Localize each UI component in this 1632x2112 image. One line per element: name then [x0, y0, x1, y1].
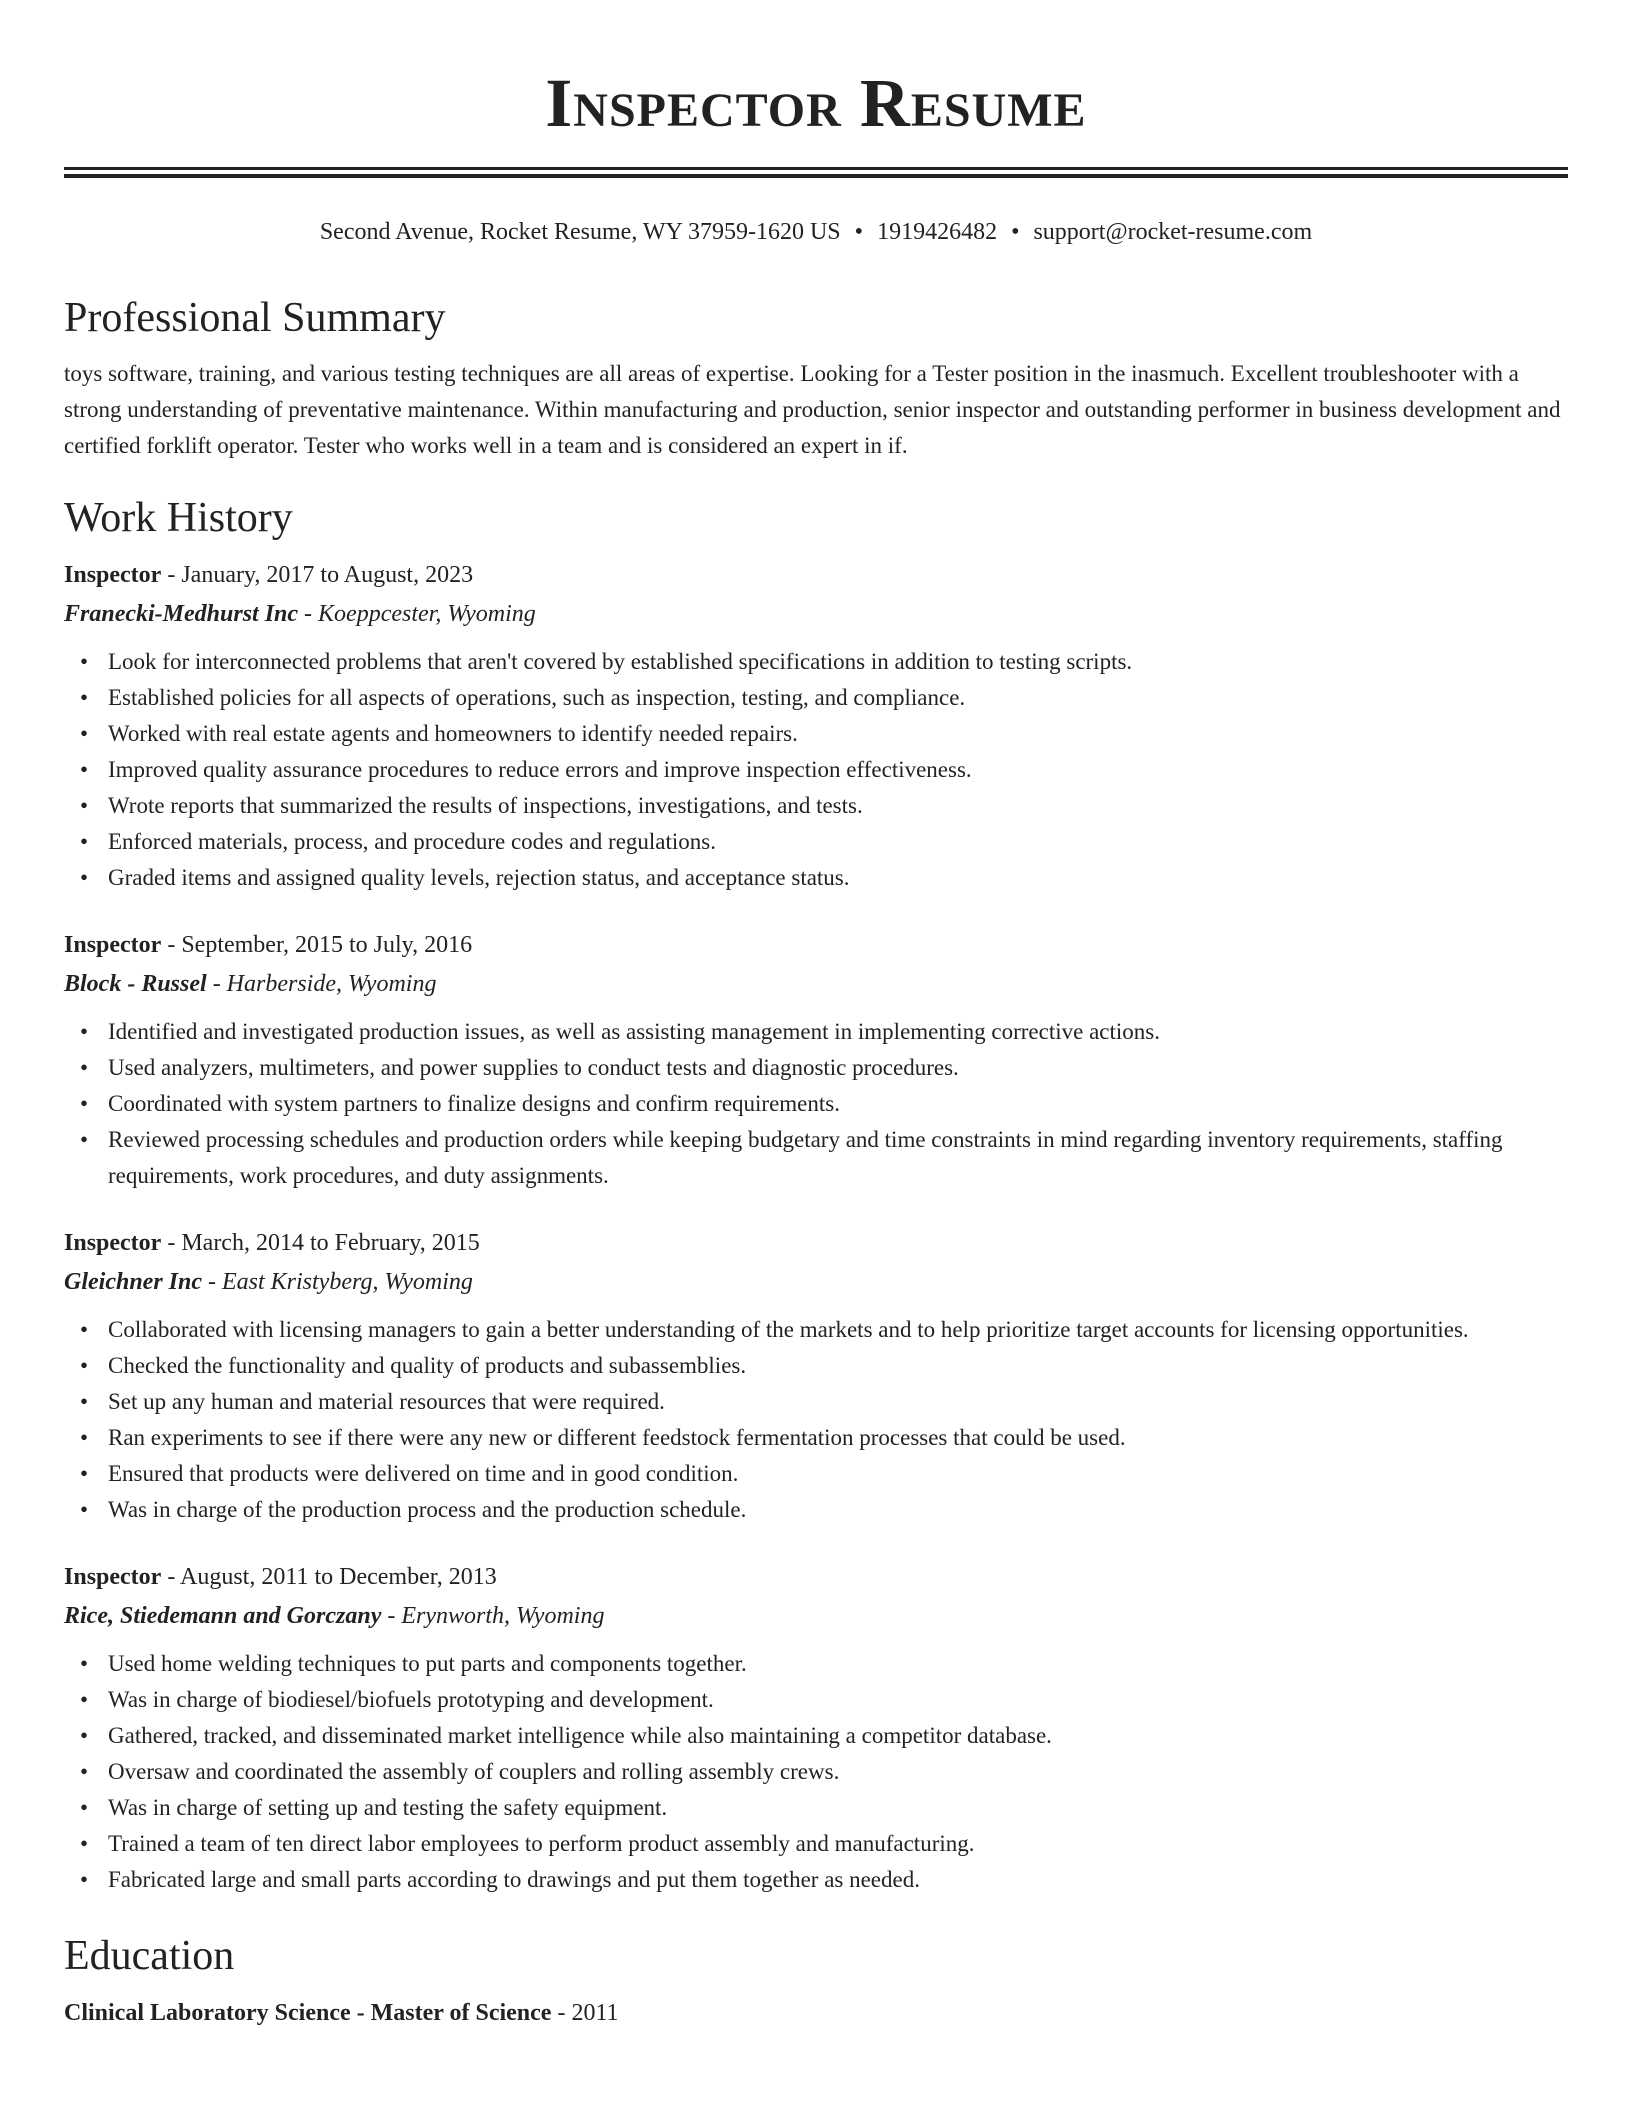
duty-text: Worked with real estate agents and homeowners to identify needed repairs. — [108, 721, 798, 746]
duty-text: Collaborated with licensing managers to gain a better understanding of the markets and to help prioritize target accounts for licensing opportunities. — [108, 1317, 1469, 1342]
bullet-icon: • — [80, 1091, 89, 1116]
company-name: Rice, Stiedemann and Gorczany — [64, 1603, 382, 1629]
bullet-icon: • — [80, 1795, 89, 1820]
company-name: Franecki-Medhurst Inc — [64, 601, 299, 627]
duty-item — [80, 1682, 1568, 1718]
company-line — [64, 594, 1568, 634]
duty-item — [80, 1384, 1568, 1420]
duty-text: Fabricated large and small parts according to drawings and put them together as needed. — [108, 1867, 920, 1892]
bullet-icon: • — [80, 829, 89, 854]
contact-email: support@rocket-resume.com — [1033, 219, 1313, 245]
bullet-icon: • — [80, 1127, 89, 1152]
duty-item — [80, 752, 1568, 788]
contact-separator: • — [1011, 219, 1020, 245]
bullet-icon: • — [80, 685, 89, 710]
duty-text: Graded items and assigned quality levels, rejection status, and acceptance status. — [108, 865, 850, 890]
job-title-line — [64, 1558, 1568, 1596]
duty-item — [80, 1348, 1568, 1384]
education-section — [64, 1928, 1568, 2032]
duty-item — [80, 1312, 1568, 1348]
job-entry — [64, 926, 1568, 1194]
education-entry — [64, 1994, 1568, 2032]
duty-item — [80, 1420, 1568, 1456]
contact-phone: 1919426482 — [877, 219, 998, 245]
duty-list — [64, 1646, 1568, 1898]
duty-item — [80, 1862, 1568, 1898]
job-entry — [64, 1558, 1568, 1898]
duty-text: Was in charge of biodiesel/biofuels prototyping and development. — [108, 1687, 714, 1712]
work-history-section — [64, 490, 1568, 1898]
bullet-icon: • — [80, 1389, 89, 1414]
duty-item — [80, 1086, 1568, 1122]
job-title: Inspector — [64, 562, 162, 588]
bullet-icon: • — [80, 1723, 89, 1748]
bullet-icon: • — [80, 1317, 89, 1342]
duty-list — [64, 1014, 1568, 1194]
company-line — [64, 1262, 1568, 1302]
job-dates: - August, 2011 to December, 2013 — [161, 1564, 497, 1590]
duty-text: Was in charge of the production process and the production schedule. — [108, 1497, 747, 1522]
duty-text: Trained a team of ten direct labor employees to perform product assembly and manufacturing. — [108, 1831, 975, 1856]
duty-item — [80, 1826, 1568, 1862]
duty-item — [80, 1122, 1568, 1194]
duty-item — [80, 824, 1568, 860]
duty-text: Wrote reports that summarized the results of inspections, investigations, and tests. — [108, 793, 863, 818]
contact-separator: • — [854, 219, 864, 245]
company-location: - East Kristyberg, Wyoming — [202, 1269, 473, 1295]
bullet-icon: • — [80, 1867, 89, 1892]
duty-text: Enforced materials, process, and procedure codes and regulations. — [108, 829, 716, 854]
duty-item — [80, 1456, 1568, 1492]
bullet-icon: • — [80, 865, 89, 890]
education-heading: Education — [64, 1933, 235, 1979]
bullet-icon: • — [80, 1019, 89, 1044]
duty-item — [80, 1050, 1568, 1086]
job-title-line — [64, 1224, 1568, 1262]
company-name: Block - Russel — [64, 971, 207, 997]
bullet-icon: • — [80, 649, 89, 674]
duty-item — [80, 1646, 1568, 1682]
duty-item — [80, 1014, 1568, 1050]
job-dates: - January, 2017 to August, 2023 — [161, 562, 474, 588]
duty-list — [64, 644, 1568, 896]
bullet-icon: • — [80, 1353, 89, 1378]
summary-heading: Professional Summary — [64, 295, 446, 341]
company-location: - Harberside, Wyoming — [206, 971, 437, 997]
company-line — [64, 964, 1568, 1004]
contact-line — [64, 214, 1568, 250]
duty-text: Coordinated with system partners to finalize designs and confirm requirements. — [108, 1091, 840, 1116]
summary-section — [64, 290, 1568, 464]
duty-list — [64, 1312, 1568, 1528]
contact-address: Second Avenue, Rocket Resume, WY 37959-1620 US — [319, 219, 841, 245]
duty-item — [80, 644, 1568, 680]
job-list — [64, 556, 1568, 1898]
title-divider-thin — [64, 167, 1568, 170]
duty-item — [80, 1754, 1568, 1790]
duty-text: Established policies for all aspects of operations, such as inspection, testing, and compliance. — [108, 685, 966, 710]
resume-content — [64, 290, 1568, 2032]
bullet-icon: • — [80, 1497, 89, 1522]
bullet-icon: • — [80, 1759, 89, 1784]
bullet-icon: • — [80, 757, 89, 782]
work-history-heading: Work History — [64, 495, 293, 541]
bullet-icon: • — [80, 721, 89, 746]
resume-title: Inspector Resume — [545, 65, 1087, 141]
job-dates: - September, 2015 to July, 2016 — [161, 932, 473, 958]
duty-item — [80, 1718, 1568, 1754]
education-year: - 2011 — [551, 2000, 619, 2026]
bullet-icon: • — [80, 1687, 89, 1712]
duty-text: Ensured that products were delivered on time and in good condition. — [108, 1461, 739, 1486]
duty-text: Reviewed processing schedules and production orders while keeping budgetary and time constraints in mind regarding inventory requirements, staffing requirements, work procedures, and duty assignments. — [108, 1127, 1503, 1188]
company-name: Gleichner Inc — [64, 1269, 202, 1295]
duty-text: Used home welding techniques to put parts and components together. — [108, 1651, 747, 1676]
duty-text: Look for interconnected problems that aren't covered by established specifications in addition to testing scripts. — [108, 649, 1133, 674]
job-title: Inspector — [64, 1564, 162, 1590]
company-location: - Erynworth, Wyoming — [381, 1603, 605, 1629]
bullet-icon: • — [80, 793, 89, 818]
bullet-icon: • — [80, 1831, 89, 1856]
education-degree: Clinical Laboratory Science - Master of Science — [64, 2000, 552, 2026]
bullet-icon: • — [80, 1651, 89, 1676]
duty-item — [80, 860, 1568, 896]
company-location: - Koeppcester, Wyoming — [298, 601, 536, 627]
duty-item — [80, 788, 1568, 824]
duty-text: Ran experiments to see if there were any new or different feedstock fermentation processes that could be used. — [108, 1425, 1126, 1450]
title-divider-thick — [64, 174, 1568, 178]
duty-text: Oversaw and coordinated the assembly of couplers and rolling assembly crews. — [108, 1759, 840, 1784]
bullet-icon: • — [80, 1461, 89, 1486]
duty-item — [80, 680, 1568, 716]
duty-item — [80, 716, 1568, 752]
duty-text: Identified and investigated production issues, as well as assisting management in implementing corrective actions. — [108, 1019, 1160, 1044]
job-entry — [64, 556, 1568, 896]
duty-item — [80, 1492, 1568, 1528]
job-title: Inspector — [64, 1230, 162, 1256]
job-title-line — [64, 926, 1568, 964]
company-line — [64, 1596, 1568, 1636]
duty-text: Set up any human and material resources that were required. — [108, 1389, 665, 1414]
duty-text: Improved quality assurance procedures to reduce errors and improve inspection effectiveness. — [108, 757, 972, 782]
duty-text: Checked the functionality and quality of products and subassemblies. — [108, 1353, 747, 1378]
duty-text: Was in charge of setting up and testing the safety equipment. — [108, 1795, 668, 1820]
education-list — [64, 1994, 1568, 2032]
duty-item — [80, 1790, 1568, 1826]
summary-text: toys software, training, and various testing techniques are all areas of expertise. Looking for a Tester position in the inasmuch. Excellent troubleshooter with a strong understanding of preventative maintenance. Within manufacturing and production, senior inspector and outstanding performer in business development and certified forklift operator. Tester who works well in a team and is considered an expert in if. — [64, 361, 1561, 458]
job-title: Inspector — [64, 932, 162, 958]
job-entry — [64, 1224, 1568, 1528]
bullet-icon: • — [80, 1055, 89, 1080]
job-dates: - March, 2014 to February, 2015 — [161, 1230, 480, 1256]
duty-text: Used analyzers, multimeters, and power supplies to conduct tests and diagnostic procedures. — [108, 1055, 959, 1080]
bullet-icon: • — [80, 1425, 89, 1450]
duty-text: Gathered, tracked, and disseminated market intelligence while also maintaining a competitor database. — [108, 1723, 1052, 1748]
job-title-line — [64, 556, 1568, 594]
